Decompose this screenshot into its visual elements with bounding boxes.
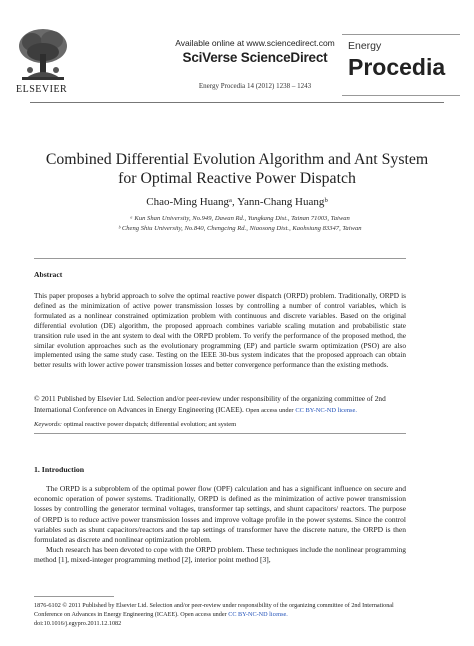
author-list: Chao-Ming Huangᵃ, Yann-Chang Huangᵇ — [146, 196, 328, 208]
footer-line-1: 1876-6102 © 2011 Published by Elsevier Ltd. Selection and/or peer-review under responsibility of the organizing committee of 2nd International — [34, 602, 394, 609]
copyright-notice — [34, 394, 414, 416]
open-access-text: Open access under — [245, 406, 294, 414]
abstract-heading: Abstract — [34, 270, 63, 279]
page-footer — [34, 601, 454, 628]
logo-energy-text: Energy — [348, 40, 382, 52]
elsevier-tree-logo — [16, 26, 70, 82]
footer-divider — [34, 596, 114, 597]
publisher-name: ELSEVIER — [16, 84, 68, 95]
keywords-label: Keywords: — [34, 421, 62, 428]
header-divider — [30, 102, 444, 103]
journal-citation: Energy Procedia 14 (2012) 1238 – 1243 — [198, 82, 312, 90]
introduction-body — [34, 484, 406, 566]
affiliation-a: ᵃ Kun Shan University, No.949, Dawan Rd., Yungkang Dist., Tainan 71003, Taiwan — [130, 215, 350, 222]
footer-line-2 — [34, 610, 454, 619]
affiliations — [60, 214, 420, 234]
article-title — [20, 150, 454, 188]
abstract-divider — [34, 258, 406, 259]
keywords — [34, 421, 406, 428]
doi-text[interactable]: doi:10.1016/j.egypro.2011.12.1082 — [34, 620, 122, 627]
logo-top-rule — [342, 34, 460, 35]
copyright-text: © 2011 Published by Elsevier Ltd. Selection and/or peer-review under responsibility of the organizing committee of 2nd International Conference on Advances in Energy Engineering (ICAEE). — [34, 394, 386, 414]
page-header — [0, 0, 474, 100]
license-link[interactable]: CC BY-NC-ND license. — [295, 406, 357, 414]
sciverse-brand: SciVerse ScienceDirect — [182, 50, 328, 65]
logo-procedia-text: Procedia — [348, 54, 446, 80]
title-line-2: for Optimal Reactive Power Dispatch — [118, 170, 356, 187]
logo-bottom-rule — [342, 95, 460, 96]
intro-paragraph-1: The ORPD is a subproblem of the optimal power flow (OPF) calculation and has a significant influence on secure and economic operation of power systems. Traditionally, ORPD is defined as the minimization of active power transmission losses by controlling the generator terminal voltages, transformer tap settings, and shunt capacitors/ reactors. The purpose of ORPD is to reduce active power transmission losses and improve voltage profile in the power systems. Since the control variables such as shunt capacitors/reactors and the tap settings of transformer have the discrete nature, the ORPD is then formulated as discrete and nonlinear optimization problem. — [34, 484, 406, 545]
abstract-body: This paper proposes a hybrid approach to solve the optimal reactive power dispatch (ORPD) problem. Traditionally, ORPD is defined as the minimization of active power transmission losses by controlling a number of control variables, which is formulated as a nonlinear constrained optimization problem with continuous and discrete variables. Based on the original differential evolution (DE) algorithm, the proposed approach combines variable scaling mutation and probabilistic state transition rule used in the ant system to deal with the ORPD problem. To verify the performance of the proposed method, the similar evolution approaches such as the evolutionary programming (EP) and particle swarm optimization (PSO) are also implemented using the same study case. Testing on the IEEE 30-bus system indicates that the proposed approach can obtain better results with lower active power transmission losses and better convergence performance than the existing methods. — [34, 291, 406, 370]
affiliation-b: ᵇ Cheng Shiu University, No.840, Chengcing Rd., Niaosong Dist., Kaohsiung 83347, Taiwan — [118, 225, 362, 232]
energy-procedia-logo — [342, 34, 460, 96]
available-online-text[interactable]: Available online at www.sciencedirect.com — [175, 38, 335, 48]
footer-license-link[interactable]: CC BY-NC-ND license. — [228, 611, 288, 618]
intro-paragraph-2: Much research has been devoted to cope with the ORPD problem. These techniques include the nonlinear programming method [1], mixed-integer programming method [2], interior point method [3], — [34, 545, 406, 565]
keywords-text: optimal reactive power dispatch; differential evolution; ant system — [63, 421, 237, 428]
section-heading-introduction: 1. Introduction — [34, 465, 85, 474]
title-line-1: Combined Differential Evolution Algorithm and Ant System — [45, 151, 429, 168]
keywords-divider — [34, 433, 406, 434]
footer-conference-text: Conference on Advances in Energy Engineering (ICAEE). Open access under — [34, 611, 227, 618]
